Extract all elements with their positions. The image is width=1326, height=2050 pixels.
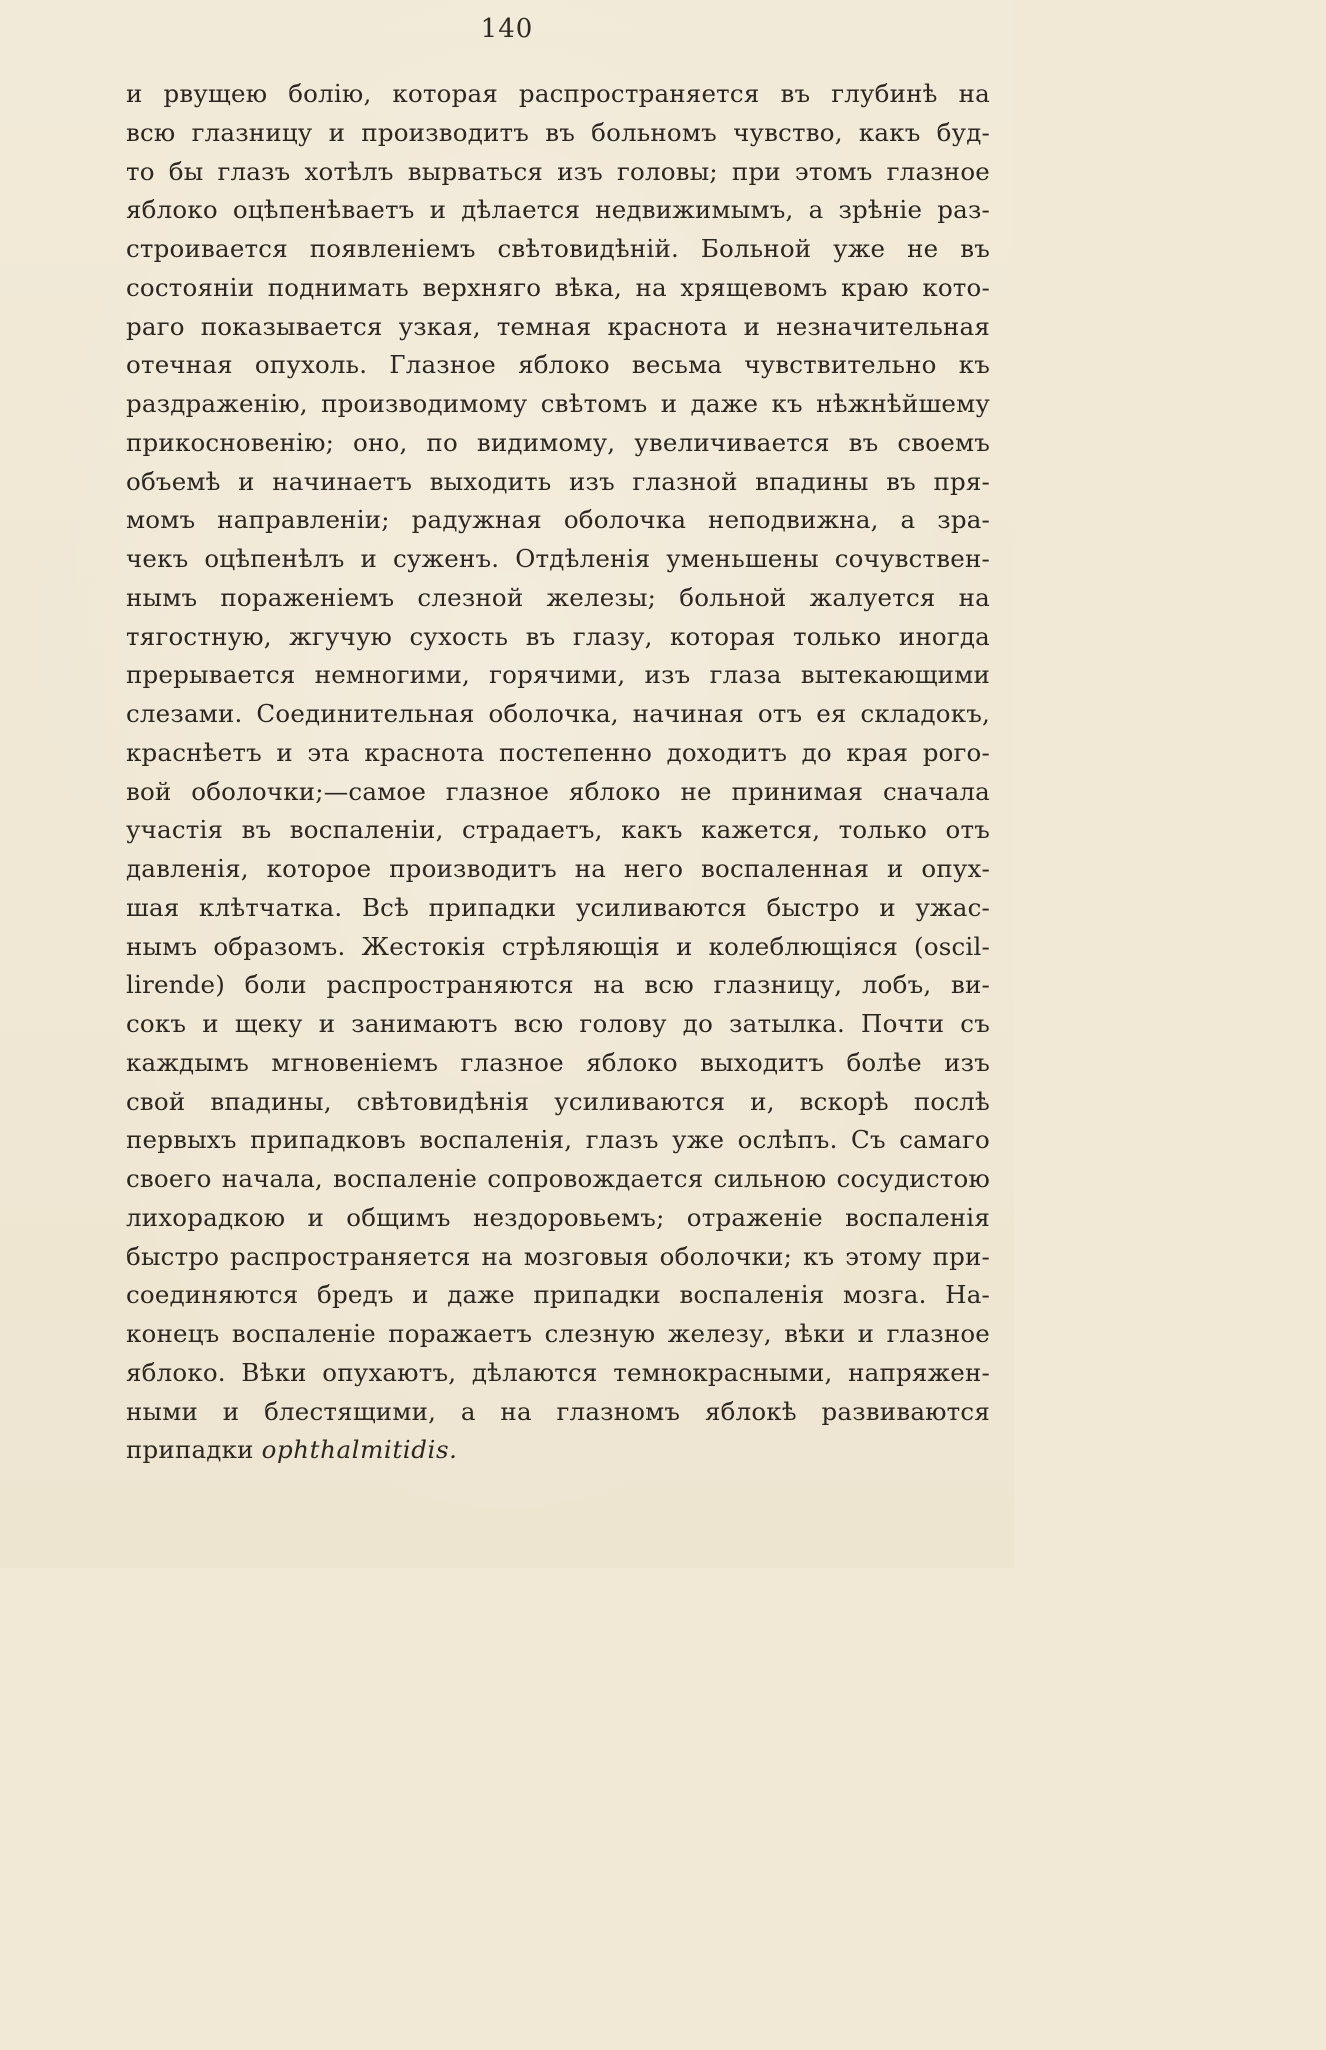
text-line: чекъ оцѣпенѣлъ и суженъ. Отдѣленія уменьшены сочувствен- xyxy=(126,544,990,573)
text-line: участія въ воспаленіи, страдаетъ, какъ кажется, только отъ xyxy=(126,815,990,845)
italic-term: ophthalmitidis. xyxy=(261,1435,458,1465)
final-line-prefix: припадки xyxy=(126,1435,254,1465)
text-line: строивается появленіемъ свѣтовидѣній. Больной уже не въ xyxy=(126,234,990,263)
text-line: то бы глазъ хотѣлъ вырваться изъ головы; при этомъ глазное xyxy=(126,156,990,186)
text-line: прикосновенію; оно, по видимому, увеличивается въ своемъ xyxy=(126,427,990,457)
text-line: свой впадины, свѣтовидѣнія усиливаются и, вскорѣ послѣ xyxy=(126,1086,990,1116)
text-line: лихорадкою и общимъ нездоровьемъ; отраженіе воспаленія xyxy=(126,1202,990,1232)
text-line: соединяются бредъ и даже припадки воспаленія мозга. На- xyxy=(126,1280,990,1310)
text-line: яблоко. Вѣки опухаютъ, дѣлаются темнокрасными, напряжен- xyxy=(126,1357,990,1387)
text-line: вой оболочки;—самое глазное яблоко не принимая сначала xyxy=(126,776,990,806)
text-line: конецъ воспаленіе поражаетъ слезную железу, вѣки и глазное xyxy=(126,1319,990,1348)
text-line: яблоко оцѣпенѣваетъ и дѣлается недвижимымъ, а зрѣніе раз- xyxy=(126,195,990,225)
text-line: краснѣетъ и эта краснота постепенно доходитъ до края рого- xyxy=(126,737,990,767)
page-number: 140 xyxy=(480,14,534,44)
text-line: шая клѣтчатка. Всѣ припадки усиливаются быстро и ужас- xyxy=(126,892,990,922)
text-line: быстро распространяется на мозговыя оболочки; къ этому при- xyxy=(126,1241,990,1271)
text-line: каждымъ мгновеніемъ глазное яблоко выходитъ болѣе изъ xyxy=(126,1047,990,1077)
text-line: тягостную, жгучую сухость въ глазу, которая только иногда xyxy=(126,621,990,651)
text-line: нымъ образомъ. Жестокія стрѣляющія и колеблющіяся (oscil- xyxy=(126,931,990,961)
text-line: нымъ пораженіемъ слезной железы; больной жалуется на xyxy=(126,582,990,612)
text-line: объемѣ и начинаетъ выходить изъ глазной впадины въ пря- xyxy=(126,466,990,496)
text-line: раго показывается узкая, темная краснота и незначительная xyxy=(126,311,990,341)
text-line: и рвущею болію, которая распространяется въ глубинѣ на xyxy=(126,79,990,108)
text-line: момъ направленіи; радужная оболочка неподвижна, а зра- xyxy=(126,505,990,535)
text-line: слезами. Соединительная оболочка, начиная отъ ея складокъ, xyxy=(126,699,990,728)
text-line: первыхъ припадковъ воспаленія, глазъ уже ослѣпъ. Съ самаго xyxy=(126,1125,990,1155)
text-line: давленія, которое производитъ на него воспаленная и опух- xyxy=(126,854,990,883)
text-line: lirende) боли распространяются на всю глазницу, лобъ, ви- xyxy=(126,970,990,1000)
body-text xyxy=(126,75,990,1470)
text-line: ными и блестящими, а на глазномъ яблокѣ развиваются xyxy=(126,1396,990,1426)
final-text-line xyxy=(126,1431,990,1470)
text-line: сокъ и щеку и занимаютъ всю голову до затылка. Почти съ xyxy=(126,1009,990,1038)
text-line: всю глазницу и производитъ въ больномъ чувство, какъ буд- xyxy=(126,117,990,147)
text-line: состояніи поднимать верхняго вѣка, на хрящевомъ краю кото- xyxy=(126,272,990,302)
text-line: отечная опухоль. Глазное яблоко весьма чувствительно къ xyxy=(126,350,990,380)
text-line: раздраженію, производимому свѣтомъ и даже къ нѣжнѣйшему xyxy=(126,389,990,418)
text-line: своего начала, воспаленіе сопровождается сильною сосудистою xyxy=(126,1164,990,1193)
text-line: прерывается немногими, горячими, изъ глаза вытекающими xyxy=(126,660,990,690)
